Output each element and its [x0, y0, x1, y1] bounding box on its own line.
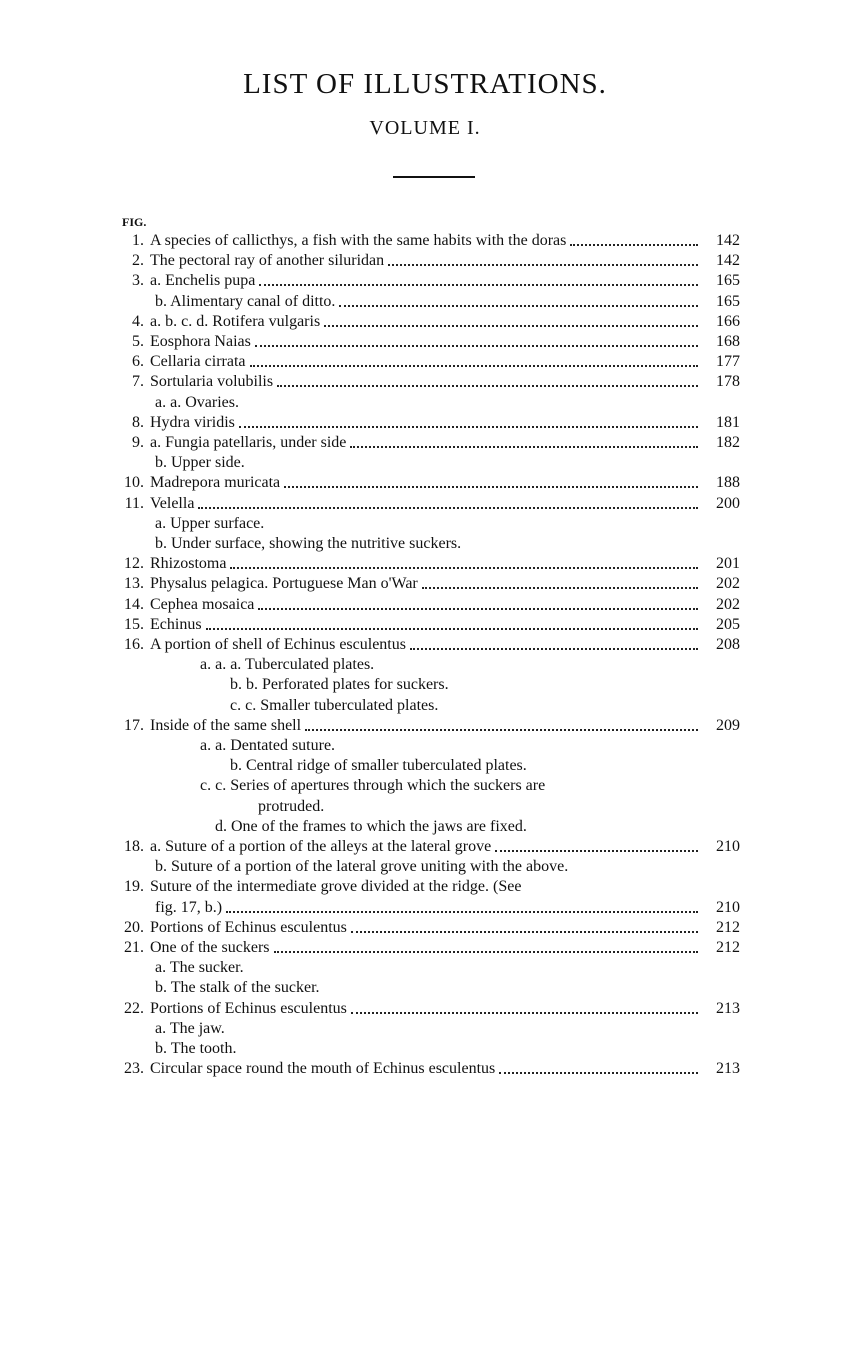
page-number: 168	[716, 333, 740, 350]
list-item	[110, 413, 740, 433]
illustration-caption: Circular space round the mouth of Echinus esculentus	[150, 1060, 496, 1078]
leader-dots	[305, 729, 698, 731]
leader-dots	[274, 951, 698, 953]
fig-number: 17.	[124, 716, 144, 734]
fig-number: 13.	[124, 575, 144, 593]
list-item	[155, 857, 740, 877]
leader-dots	[350, 446, 698, 448]
list-item	[110, 1059, 740, 1079]
fig-number: 3.	[132, 272, 144, 290]
leader-dots	[324, 325, 698, 327]
leader-dots	[339, 305, 698, 307]
list-item	[155, 514, 740, 534]
illustration-caption: Rhizostoma	[150, 555, 227, 573]
list-item	[110, 231, 740, 251]
list-item	[155, 534, 740, 554]
illustration-caption: b. The tooth.	[155, 1040, 237, 1057]
illustration-caption: a. Fungia patellaris, under side	[150, 434, 347, 451]
fig-number: 5.	[132, 333, 144, 350]
illustration-caption: a. Suture of a portion of the alleys at the lateral grove	[150, 838, 492, 855]
list-item	[155, 292, 740, 312]
page-number: 202	[716, 575, 740, 593]
fig-number: 16.	[124, 636, 144, 653]
leader-dots	[351, 1012, 698, 1014]
list-item	[110, 837, 740, 857]
page-number: 213	[716, 999, 740, 1017]
list-item	[110, 554, 740, 574]
list-item	[110, 473, 740, 493]
leader-dots	[230, 567, 698, 569]
list-item	[110, 352, 740, 372]
page-number: 210	[716, 838, 740, 855]
leader-dots	[250, 365, 699, 367]
page-number: 209	[716, 716, 740, 734]
list-item	[110, 615, 740, 635]
illustration-caption: a. The jaw.	[155, 1019, 225, 1037]
illustration-caption: Velella	[150, 494, 195, 512]
leader-dots	[258, 608, 698, 610]
page-number: 177	[716, 353, 740, 371]
illustration-caption: a. b. c. d. Rotifera vulgaris	[150, 312, 321, 330]
list-item	[258, 797, 740, 817]
list-item	[110, 574, 740, 594]
list-item	[110, 372, 740, 392]
illustration-caption: Suture of the intermediate grove divided at the ridge. (See	[150, 878, 522, 896]
illustration-caption: a. Upper surface.	[155, 514, 265, 532]
leader-dots	[351, 931, 698, 933]
leader-dots	[277, 385, 698, 387]
leader-dots	[499, 1072, 698, 1074]
page-number: 212	[716, 939, 740, 956]
list-item	[155, 978, 740, 998]
leader-dots	[226, 911, 698, 913]
list-item	[155, 1019, 740, 1039]
illustration-caption: Portions of Echinus esculentus	[150, 999, 347, 1017]
illustration-caption: a. Enchelis pupa	[150, 272, 256, 290]
page-number: 166	[716, 312, 740, 330]
illustration-caption: The pectoral ray of another siluridan	[150, 252, 385, 270]
list-item	[110, 271, 740, 291]
illustration-caption: a. The sucker.	[155, 959, 244, 977]
illustration-caption: Cellaria cirrata	[150, 353, 246, 371]
page-number: 181	[716, 413, 740, 431]
leader-dots	[388, 264, 698, 266]
fig-number: 10.	[124, 474, 144, 492]
list-item	[230, 756, 740, 776]
list-item	[110, 877, 740, 897]
illustration-caption: b. b. Perforated plates for suckers.	[230, 676, 449, 694]
illustration-caption: Echinus	[150, 615, 202, 633]
page-number: 212	[716, 918, 740, 936]
page-number: 178	[716, 373, 740, 391]
list-item	[155, 898, 740, 918]
illustration-caption: b. Alimentary canal of ditto.	[155, 292, 336, 310]
list-item	[155, 393, 740, 413]
list-item	[200, 736, 740, 756]
illustration-caption: c. c. Smaller tuberculated plates.	[230, 696, 439, 714]
fig-number: 12.	[124, 555, 144, 573]
illustration-caption: Portions of Echinus esculentus	[150, 918, 347, 936]
leader-dots	[259, 284, 698, 286]
fig-number: 6.	[132, 353, 144, 371]
illustration-caption: b. Upper side.	[155, 454, 245, 472]
fig-number: 19.	[124, 878, 144, 896]
list-item	[110, 494, 740, 514]
fig-column-header: FIG.	[122, 215, 147, 229]
illustration-caption: a. a. Ovaries.	[155, 393, 239, 411]
fig-number: 11.	[124, 494, 144, 512]
illustration-caption: One of the suckers	[150, 939, 270, 956]
list-item	[110, 251, 740, 271]
illustration-caption: fig. 17, b.)	[155, 898, 223, 916]
title-divider	[393, 176, 475, 178]
fig-number: 2.	[132, 252, 144, 270]
illustration-caption: b. Central ridge of smaller tuberculated plates.	[230, 757, 527, 775]
list-item	[215, 817, 740, 837]
page-number: 202	[716, 595, 740, 613]
page-number: 213	[716, 1060, 740, 1078]
list-item	[110, 595, 740, 615]
page-number: 205	[716, 615, 740, 633]
list-item	[155, 453, 740, 473]
list-item	[200, 655, 740, 675]
fig-number: 21.	[124, 939, 144, 956]
list-item	[110, 312, 740, 332]
fig-number: 22.	[124, 999, 144, 1017]
list-item	[200, 776, 740, 796]
illustration-caption: protruded.	[258, 797, 325, 815]
leader-dots	[570, 244, 698, 246]
fig-number: 20.	[124, 918, 144, 936]
fig-number: 18.	[124, 838, 144, 855]
illustration-caption: d. One of the frames to which the jaws are fixed.	[215, 817, 527, 835]
leader-dots	[239, 426, 698, 428]
list-item	[110, 938, 740, 958]
leader-dots	[495, 850, 698, 852]
illustration-caption: Madrepora muricata	[150, 474, 281, 492]
page-number: 200	[716, 494, 740, 512]
list-item	[110, 433, 740, 453]
page-title: LIST OF ILLUSTRATIONS.	[243, 68, 607, 100]
page-number: 142	[716, 252, 740, 270]
volume-subtitle: VOLUME I.	[369, 117, 481, 139]
leader-dots	[255, 345, 698, 347]
fig-number: 4.	[132, 312, 144, 330]
page-number: 165	[716, 292, 740, 310]
fig-number: 14.	[124, 595, 144, 613]
list-item	[230, 675, 740, 695]
illustration-caption: Cephea mosaica	[150, 595, 255, 613]
leader-dots	[410, 648, 698, 650]
illustration-caption: Hydra viridis	[150, 413, 235, 431]
illustration-caption: A species of callicthys, a fish with the same habits with the doras	[150, 232, 567, 249]
page-number: 188	[716, 474, 740, 492]
leader-dots	[206, 628, 698, 630]
leader-dots	[284, 486, 698, 488]
illustration-caption: Eosphora Naias	[150, 333, 251, 350]
list-item	[110, 332, 740, 352]
page-number: 142	[716, 232, 740, 249]
illustration-caption: b. Suture of a portion of the lateral grove uniting with the above.	[155, 858, 569, 876]
illustration-caption: a. a. Dentated suture.	[200, 737, 336, 754]
fig-number: 7.	[132, 373, 144, 391]
leader-dots	[422, 587, 698, 589]
fig-number: 8.	[132, 413, 144, 431]
illustration-caption: Inside of the same shell	[150, 716, 302, 734]
illustration-caption: A portion of shell of Echinus esculentus	[150, 636, 406, 653]
fig-number: 23.	[124, 1060, 144, 1078]
list-item	[155, 1039, 740, 1059]
page-number: 201	[716, 555, 740, 573]
fig-number: 1.	[132, 232, 144, 249]
page-number: 182	[716, 434, 740, 451]
page-number: 165	[716, 272, 740, 290]
list-item	[155, 958, 740, 978]
list-item	[110, 999, 740, 1019]
leader-dots	[198, 507, 698, 509]
list-item	[110, 716, 740, 736]
fig-number: 9.	[132, 434, 144, 451]
illustration-caption: Physalus pelagica. Portuguese Man o'War	[150, 575, 418, 593]
illustration-caption: b. The stalk of the sucker.	[155, 979, 320, 997]
page-number: 208	[716, 636, 740, 653]
illustration-caption: c. c. Series of apertures through which the suckers are	[200, 777, 546, 795]
list-item	[110, 918, 740, 938]
illustration-caption: b. Under surface, showing the nutritive suckers.	[155, 535, 462, 552]
illustration-caption: Sortularia volubilis	[150, 373, 274, 391]
fig-number: 15.	[124, 615, 144, 633]
list-item	[230, 696, 740, 716]
page-number: 210	[716, 898, 740, 916]
illustration-caption: a. a. a. Tuberculated plates.	[200, 656, 375, 674]
list-item	[110, 635, 740, 655]
